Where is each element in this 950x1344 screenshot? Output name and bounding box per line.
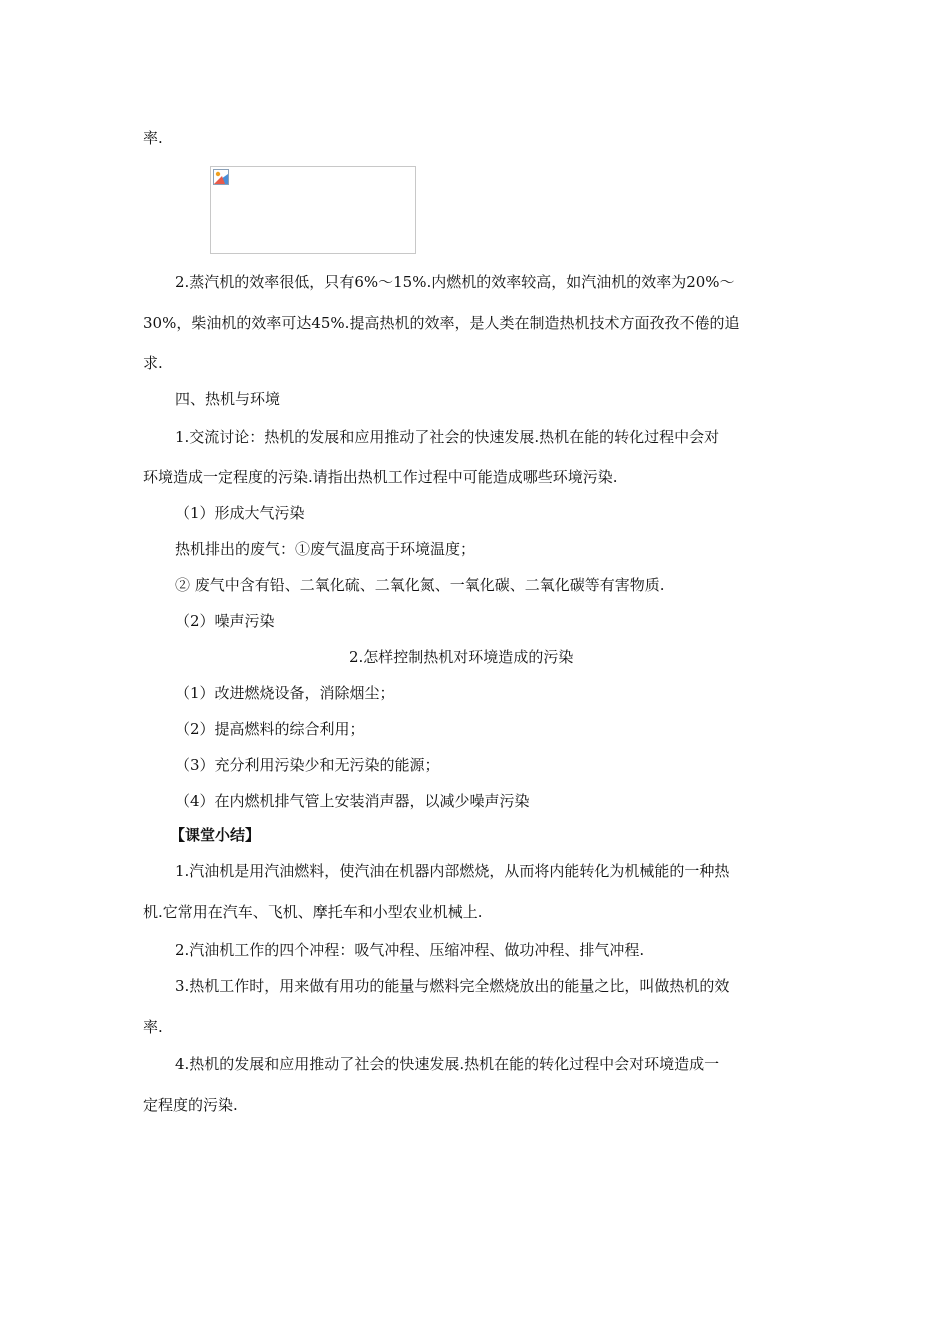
list-item: （3）充分利用污染少和无污染的能源； <box>175 756 440 774</box>
text-line: 2.蒸汽机的效率很低，只有6%～15%.内燃机的效率较高，如汽油机的效率为20%～ <box>175 273 735 291</box>
text-line: 热机排出的废气：①废气温度高于环境温度； <box>175 540 476 558</box>
section-heading-summary: 【课堂小结】 <box>170 826 261 844</box>
text-line: 求. <box>143 354 163 372</box>
text-line: 率. <box>143 129 163 147</box>
text-line: 定程度的污染. <box>143 1096 238 1114</box>
subheading: 2.怎样控制热机对环境造成的污染 <box>349 648 574 666</box>
text-line: 1.交流讨论：热机的发展和应用推动了社会的快速发展.热机在能的转化过程中会对 <box>175 428 720 446</box>
figure-placeholder <box>210 166 416 254</box>
text-line: ② 废气中含有铅、二氧化硫、二氧化氮、一氧化碳、二氧化碳等有害物质. <box>175 576 665 594</box>
text-line: 4.热机的发展和应用推动了社会的快速发展.热机在能的转化过程中会对环境造成一 <box>175 1055 720 1073</box>
text-line: 机.它常用在汽车、飞机、摩托车和小型农业机械上. <box>143 903 483 921</box>
list-item: （4）在内燃机排气管上安装消声器，以减少噪声污染 <box>175 792 530 810</box>
text-line: 2.汽油机工作的四个冲程：吸气冲程、压缩冲程、做功冲程、排气冲程. <box>175 941 645 959</box>
text-line: 1.汽油机是用汽油燃料，使汽油在机器内部燃烧，从而将内能转化为机械能的一种热 <box>175 862 730 880</box>
section-heading: 四、热机与环境 <box>175 390 281 408</box>
text-line: 3.热机工作时，用来做有用功的能量与燃料完全燃烧放出的能量之比，叫做热机的效 <box>175 977 730 995</box>
list-item: （2）提高燃料的综合利用； <box>175 720 365 738</box>
text-line: 30%，柴油机的效率可达45%.提高热机的效率，是人类在制造热机技术方面孜孜不倦的追 <box>143 314 740 332</box>
text-line: 率. <box>143 1018 163 1036</box>
broken-image-icon <box>213 169 229 185</box>
text-line: （1）形成大气污染 <box>175 504 305 522</box>
text-line: 环境造成一定程度的污染.请指出热机工作过程中可能造成哪些环境污染. <box>143 468 618 486</box>
list-item: （1）改进燃烧设备，消除烟尘； <box>175 684 395 702</box>
text-line: （2）噪声污染 <box>175 612 275 630</box>
